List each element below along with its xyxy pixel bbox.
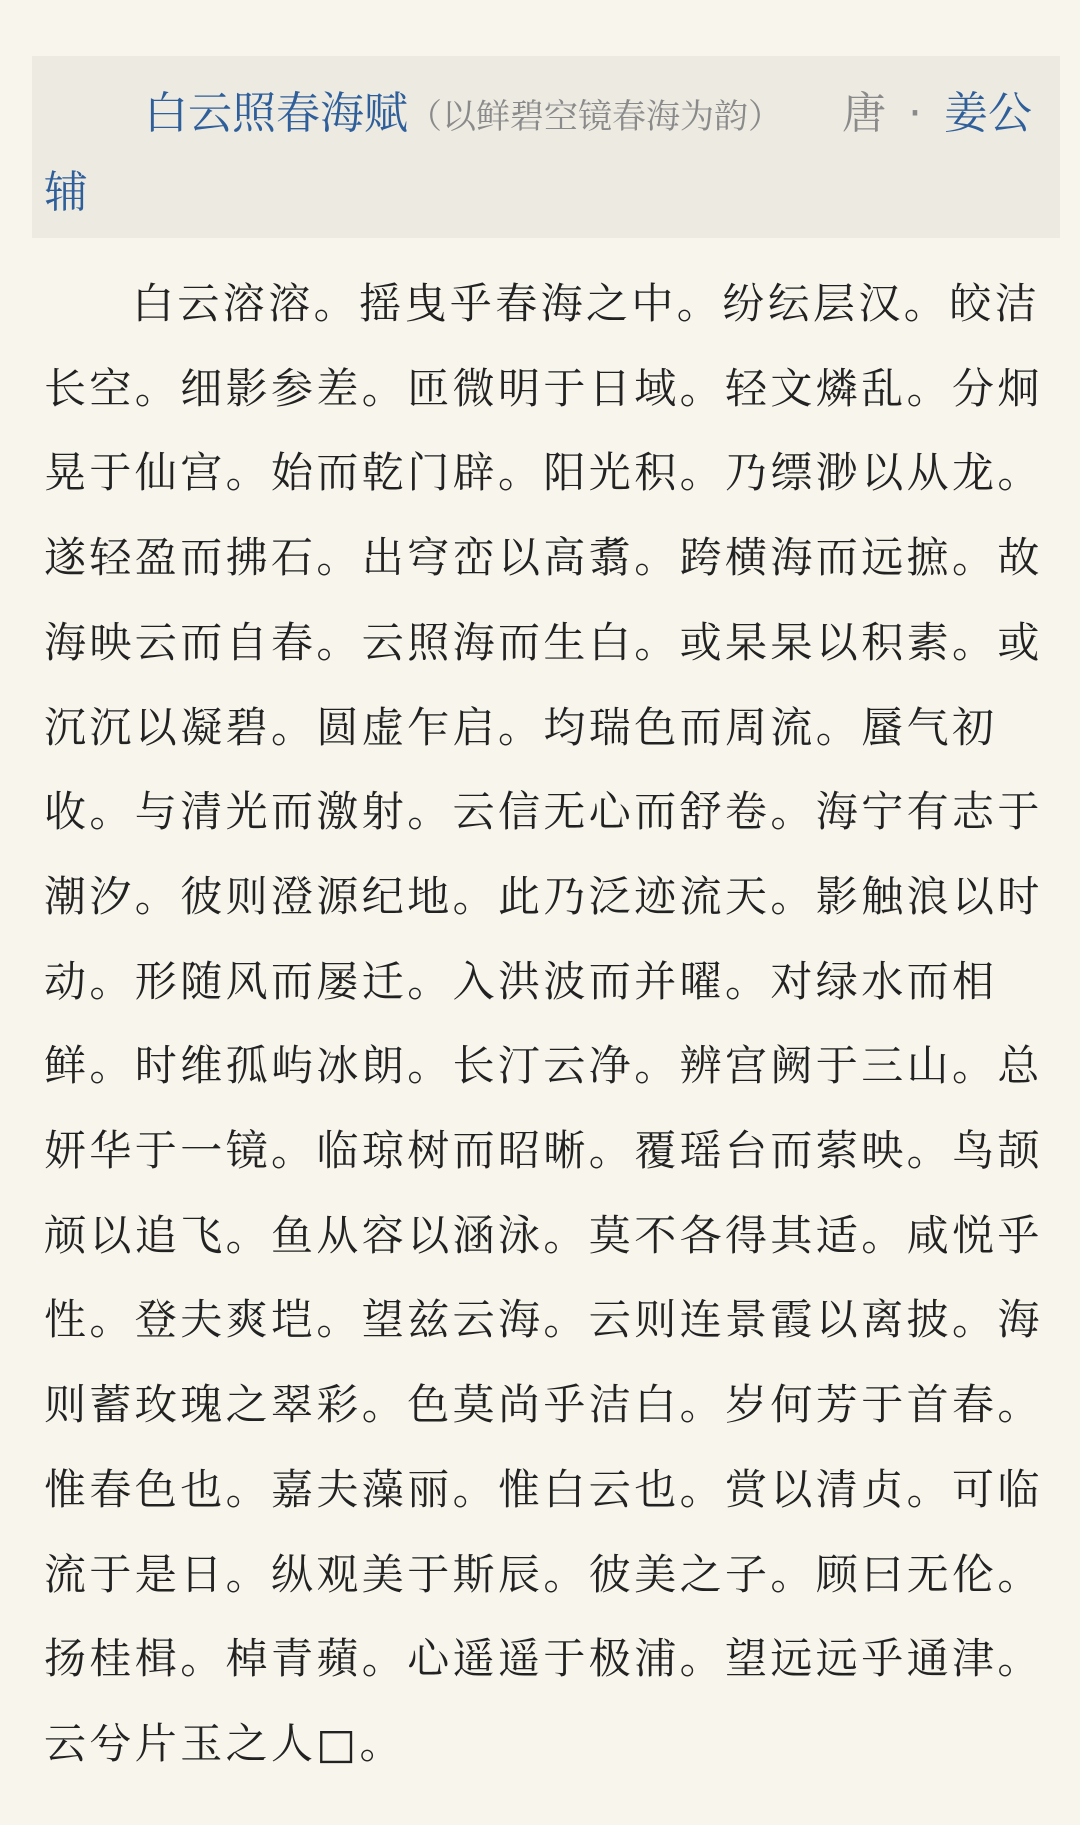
text-line: 则蓄玫瑰之翠彩。色莫尚乎洁白。岁何芳于首春。 [44, 1380, 1043, 1430]
poem-title-link[interactable]: 白云照春海赋 [144, 88, 408, 139]
text-line: 惟春色也。嘉夫藻丽。惟白云也。赏以清贞。可临 [44, 1464, 1043, 1514]
text-line: 沉沉以凝碧。圆虚乍启。均瑞色而周流。蜃气初 [44, 702, 998, 752]
text-line: 云兮片玉之人□。 [44, 1718, 405, 1768]
text-line: 妍华于一镜。临琼树而昭晰。覆瑶台而萦映。鸟颉 [44, 1126, 1043, 1176]
text-line: 颃以追飞。鱼从容以涵泳。莫不各得其适。咸悦乎 [44, 1210, 1043, 1260]
text-line: 动。形随风而屡迁。入洪波而并曜。对绿水而相 [44, 956, 998, 1006]
text-line: 流于是日。纵观美于斯辰。彼美之子。顾曰无伦。 [44, 1549, 1043, 1599]
author-link[interactable]: 姜公 [944, 88, 1032, 139]
text-line: 白云溶溶。摇曳乎春海之中。纷纭层汉。皎洁 [132, 279, 1041, 328]
author-link-continued[interactable]: 辅 [44, 167, 88, 218]
text-line: 潮汐。彼则澄源纪地。此乃泛迹流天。影触浪以时 [44, 871, 1043, 921]
text-line: 遂轻盈而拂石。出穹峦以高翥。跨横海而远摭。故 [44, 533, 1043, 583]
rhyme-note: （以鲜碧空镜春海为韵） [408, 97, 782, 137]
text-line: 海映云而自春。云照海而生白。或杲杲以积素。或 [44, 617, 1043, 667]
text-line: 晃于仙宫。始而乾门辟。阳光积。乃缥渺以从龙。 [44, 448, 1043, 498]
separator-dot: · [908, 88, 922, 139]
text-line: 收。与清光而激射。云信无心而舒卷。海宁有志于 [44, 787, 1043, 837]
title-line-continued [44, 155, 1060, 231]
poem-body [44, 262, 1044, 1787]
text-line: 性。登夫爽垲。望兹云海。云则连景霞以离披。海 [44, 1295, 1043, 1345]
text-line: 扬桂楫。棹青蘋。心遥遥于极浦。望远远乎通津。 [44, 1634, 1043, 1684]
text-line: 鲜。时维孤屿冰朗。长汀云净。辨宫阙于三山。总 [44, 1041, 1043, 1091]
title-block [32, 56, 1060, 238]
dynasty: 唐 [842, 88, 886, 139]
title-line [44, 76, 1060, 155]
text-line: 长空。细影参差。匝微明于日域。轻文燐乱。分炯 [44, 363, 1043, 413]
